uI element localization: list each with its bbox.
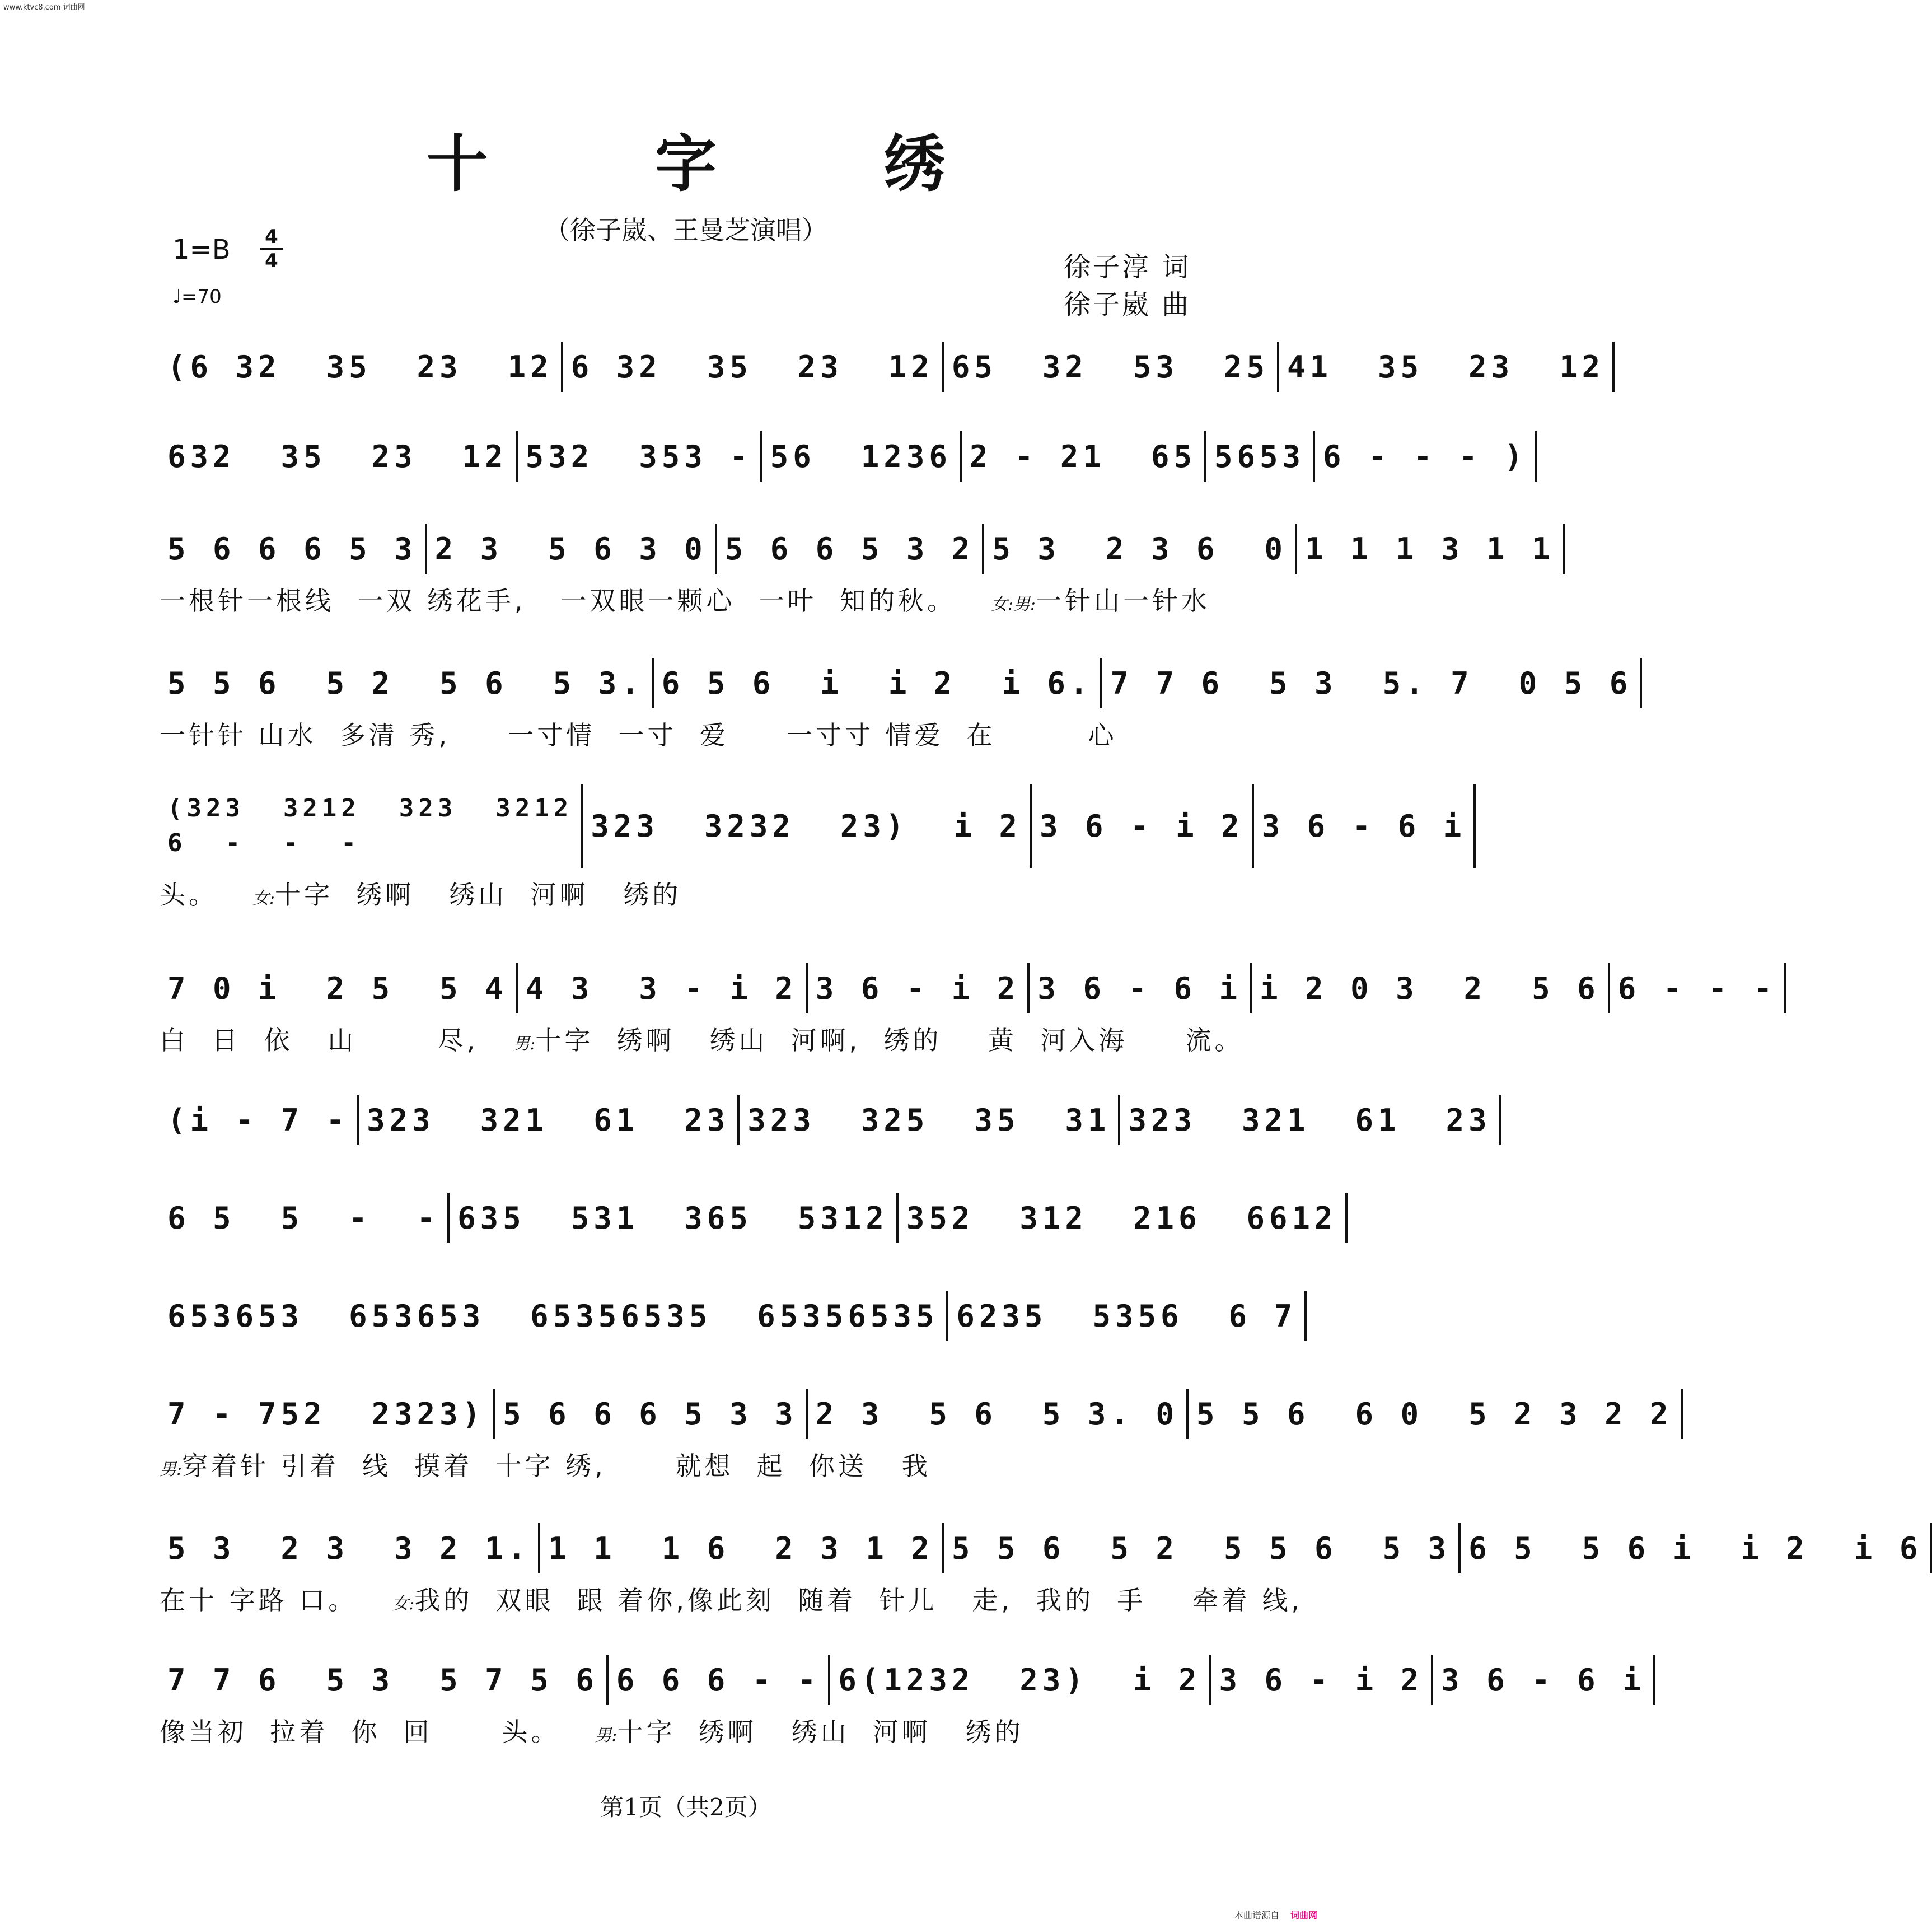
lyric-text: 十字 绣啊 绣山 河啊 绣的 — [617, 1717, 1024, 1747]
measure: 6 32 35 23 12 — [563, 342, 944, 392]
song-title: 十 字 绣 — [426, 128, 1018, 200]
notation-line — [160, 658, 1632, 708]
measure: 5653 — [1206, 431, 1315, 482]
measure: 6 - - - — [1610, 963, 1787, 1013]
lyric-line — [160, 1020, 1244, 1057]
time-signature — [260, 227, 283, 271]
page-number: 第1页（共2页） — [600, 1793, 771, 1821]
lyric-text: 穿着针 引着 线 摸着 十字 绣, 就想 起 你送 我 — [182, 1451, 931, 1481]
singer-role: 男: — [513, 1034, 536, 1054]
lyric-line — [160, 875, 1223, 912]
measure: 635 531 365 5312 — [450, 1193, 899, 1243]
notation-line — [160, 1193, 1337, 1243]
measure: 323 3232 23) i 2 — [583, 784, 1032, 868]
measure: 3 6 - 6 i — [1433, 1655, 1655, 1705]
measure: 7 - 752 2323) — [160, 1389, 495, 1439]
measure: 6(1232 23) i 2 — [830, 1655, 1211, 1705]
score-row — [160, 431, 1527, 532]
measure: 6 5 6 i i 2 i 6. — [654, 658, 1103, 708]
measure: 3 6 - i 2 — [1211, 1655, 1434, 1705]
source-url: www.ktvc8.com 词曲网 — [3, 3, 85, 12]
measure: (323 3212 323 3212 6 - - - — [160, 784, 583, 868]
measure: 6 6 6 - - — [609, 1655, 831, 1705]
lyric-text: 十字 绣啊 绣山 河啊 绣的 — [274, 880, 682, 910]
lyric-line — [160, 1446, 1223, 1483]
measure: 5 5 6 6 0 5 2 3 2 2 — [1189, 1389, 1683, 1439]
notation-line — [160, 963, 1777, 1013]
singer-role: 男: — [595, 1726, 618, 1745]
lyric-text: 一根针一根线 一双 绣花手, 一双眼一颗心 一叶 知的秋。 — [160, 586, 956, 616]
score-row — [160, 524, 1555, 624]
measure: 5 3 2 3 6 0 — [984, 524, 1297, 574]
singer-role: 女: — [252, 889, 275, 908]
composer-credit: 徐子崴 曲 — [1064, 289, 1191, 320]
score-row — [160, 1389, 1673, 1489]
notation-line — [160, 784, 1466, 868]
measure: 3 6 - 6 i — [1030, 963, 1252, 1013]
measure: 6 5 5 - - — [160, 1193, 450, 1243]
measure: 5 6 6 6 5 3 — [160, 524, 427, 574]
measure: 56 1236 — [762, 431, 962, 482]
lyric-text: 在十 字路 口。 — [160, 1585, 358, 1615]
score-row — [160, 784, 1466, 910]
notation-line — [160, 1655, 1645, 1705]
measure: 3 6 - i 2 — [1032, 784, 1254, 868]
measure: 532 353 - — [518, 431, 762, 482]
score-row — [160, 1291, 1297, 1391]
measure: (i - 7 - — [160, 1095, 359, 1145]
measure: 5 5 6 5 2 5 6 5 3. — [160, 658, 654, 708]
score-row — [160, 1523, 1922, 1624]
measure: 5 6 6 5 3 2 — [717, 524, 985, 574]
footer-source — [1234, 1908, 1317, 1921]
measure: 65 32 53 25 — [944, 342, 1279, 392]
measure: 323 325 35 31 — [740, 1095, 1120, 1145]
measure: 632 35 23 12 — [160, 431, 518, 482]
time-bottom: 4 — [265, 250, 278, 272]
measure: 6235 5356 6 7 — [948, 1291, 1307, 1341]
measure: 6 5 5 6 i i 2 i 6 — [1461, 1523, 1932, 1573]
lyric-line — [160, 1580, 1303, 1617]
notation-line — [160, 524, 1555, 574]
footer-source-text: 本曲谱源自 — [1234, 1910, 1280, 1921]
measure: 4 3 3 - i 2 — [518, 963, 808, 1013]
measure: 352 312 216 6612 — [899, 1193, 1348, 1243]
score-row — [160, 1095, 1491, 1195]
notation-line — [160, 431, 1527, 482]
measure: 6 - - - ) — [1315, 431, 1537, 482]
measure: 5 5 6 5 2 5 5 6 5 3 — [944, 1523, 1461, 1573]
measure: 41 35 23 12 — [1279, 342, 1615, 392]
lyric-text: 十字 绣啊 绣山 河啊, 绣的 黄 河入海 流。 — [535, 1025, 1244, 1055]
lyric-text: 头。 — [160, 880, 218, 910]
singer-role: 男: — [1013, 595, 1036, 614]
key-signature: 1=B — [172, 234, 231, 265]
lyric-line — [160, 1712, 1223, 1749]
tempo-mark: ♩=70 — [172, 286, 222, 308]
measure: 2 - 21 65 — [962, 431, 1206, 482]
measure: i 2 0 3 2 5 6 — [1252, 963, 1610, 1013]
score-row — [160, 342, 1605, 442]
measure: 323 321 61 23 — [359, 1095, 740, 1145]
score-row — [160, 1193, 1337, 1293]
side-watermark-right — [1359, 22, 1369, 1895]
measure: 5 3 2 3 3 2 1. — [160, 1523, 540, 1573]
measure: 5 6 6 6 5 3 3 — [495, 1389, 808, 1439]
side-watermark-left — [2, 22, 12, 1895]
lyric-line — [160, 581, 1223, 618]
score-row — [160, 658, 1632, 759]
lyric-text: 一针山一针水 — [1035, 586, 1210, 616]
singer-role: 女: — [392, 1594, 415, 1614]
measure: 7 0 i 2 5 5 4 — [160, 963, 518, 1013]
singer-role: 女: — [990, 595, 1013, 614]
measure: 2 3 5 6 5 3. 0 — [808, 1389, 1189, 1439]
performers: （徐子崴、王曼芝演唱） — [544, 215, 827, 245]
notation-line — [160, 1389, 1673, 1439]
singer-role: 男: — [160, 1460, 183, 1479]
notation-line — [160, 1291, 1297, 1341]
notation-line — [160, 342, 1605, 392]
lyric-text: 我的 双眼 跟 着你,像此刻 随着 针儿 走, 我的 手 牵着 线, — [414, 1585, 1303, 1615]
measure: (6 32 35 23 12 — [160, 342, 563, 392]
measure: 653653 653653 65356535 65356535 — [160, 1291, 948, 1341]
lyric-text: 像当初 拉着 你 回 头。 — [160, 1717, 560, 1747]
footer-brand: 词曲网 — [1290, 1910, 1318, 1921]
lyric-text: 一针针 山水 多清 秀, 一寸情 一寸 爱 一寸寸 情爱 在 心 — [160, 720, 1117, 750]
measure: 1 1 1 6 2 3 1 2 — [540, 1523, 944, 1573]
measure: 3 6 - i 2 — [808, 963, 1030, 1013]
lyric-line — [160, 715, 1223, 752]
measure: 2 3 5 6 3 0 — [427, 524, 717, 574]
measure: 3 6 - 6 i — [1254, 784, 1476, 868]
lyricist-credit: 徐子淳 词 — [1064, 251, 1191, 283]
measure: 323 321 61 23 — [1120, 1095, 1501, 1145]
time-top: 4 — [265, 226, 278, 248]
lyric-text: 白 日 依 山 尽, — [160, 1025, 479, 1055]
notation-line — [160, 1523, 1922, 1573]
measure: 7 7 6 5 3 5. 7 0 5 6 — [1102, 658, 1642, 708]
score-row — [160, 1655, 1645, 1755]
score-row — [160, 963, 1777, 1064]
measure: 1 1 1 3 1 1 — [1297, 524, 1565, 574]
notation-line — [160, 1095, 1491, 1145]
measure: 7 7 6 5 3 5 7 5 6 — [160, 1655, 609, 1705]
